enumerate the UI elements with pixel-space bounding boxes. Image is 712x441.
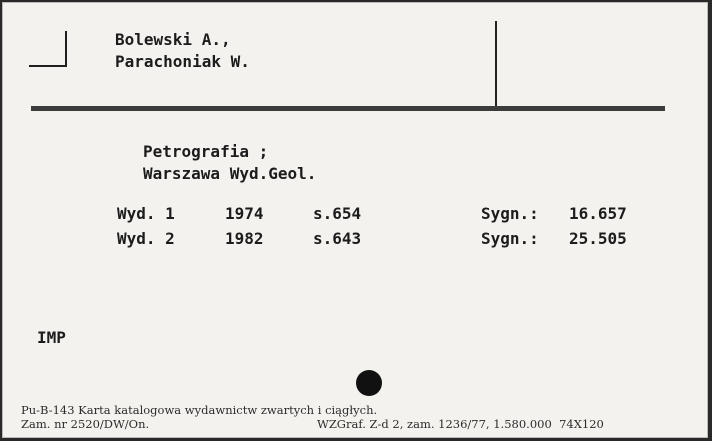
edition-year: 1974: [225, 204, 264, 223]
call-number: 25.505: [569, 229, 627, 248]
edition-label: Wyd. 1: [117, 204, 175, 223]
edition-label: Wyd. 2: [117, 229, 175, 248]
mark-imp: IMP: [37, 328, 66, 347]
edition-pages: s.643: [313, 229, 362, 248]
punch-hole: [356, 370, 382, 396]
author-1: Bolewski A.,: [115, 30, 231, 49]
corner-mark-horizontal: [29, 65, 67, 67]
imprint: Warszawa Wyd.Geol.: [143, 164, 317, 183]
footer-order-number: Zam. nr 2520/DW/On.: [21, 417, 150, 431]
call-number: 16.657: [569, 204, 627, 223]
vertical-rule: [495, 21, 497, 107]
footer-printer-info: WZGraf. Z-d 2, zam. 1236/77, 1.580.000 74X120: [317, 417, 604, 431]
footer-form-line: Pu-B-143 Karta katalogowa wydawnictw zwartych i ciągłych.: [21, 403, 378, 417]
edition-year: 1982: [225, 229, 264, 248]
call-number-label: Sygn.:: [481, 204, 539, 223]
horizontal-rule: [31, 106, 665, 111]
call-number-label: Sygn.:: [481, 229, 539, 248]
book-title: Petrografia ;: [143, 142, 269, 161]
corner-mark-vertical: [65, 31, 67, 67]
author-2: Parachoniak W.: [115, 52, 250, 71]
edition-pages: s.654: [313, 204, 362, 223]
catalog-card: [2, 2, 708, 438]
